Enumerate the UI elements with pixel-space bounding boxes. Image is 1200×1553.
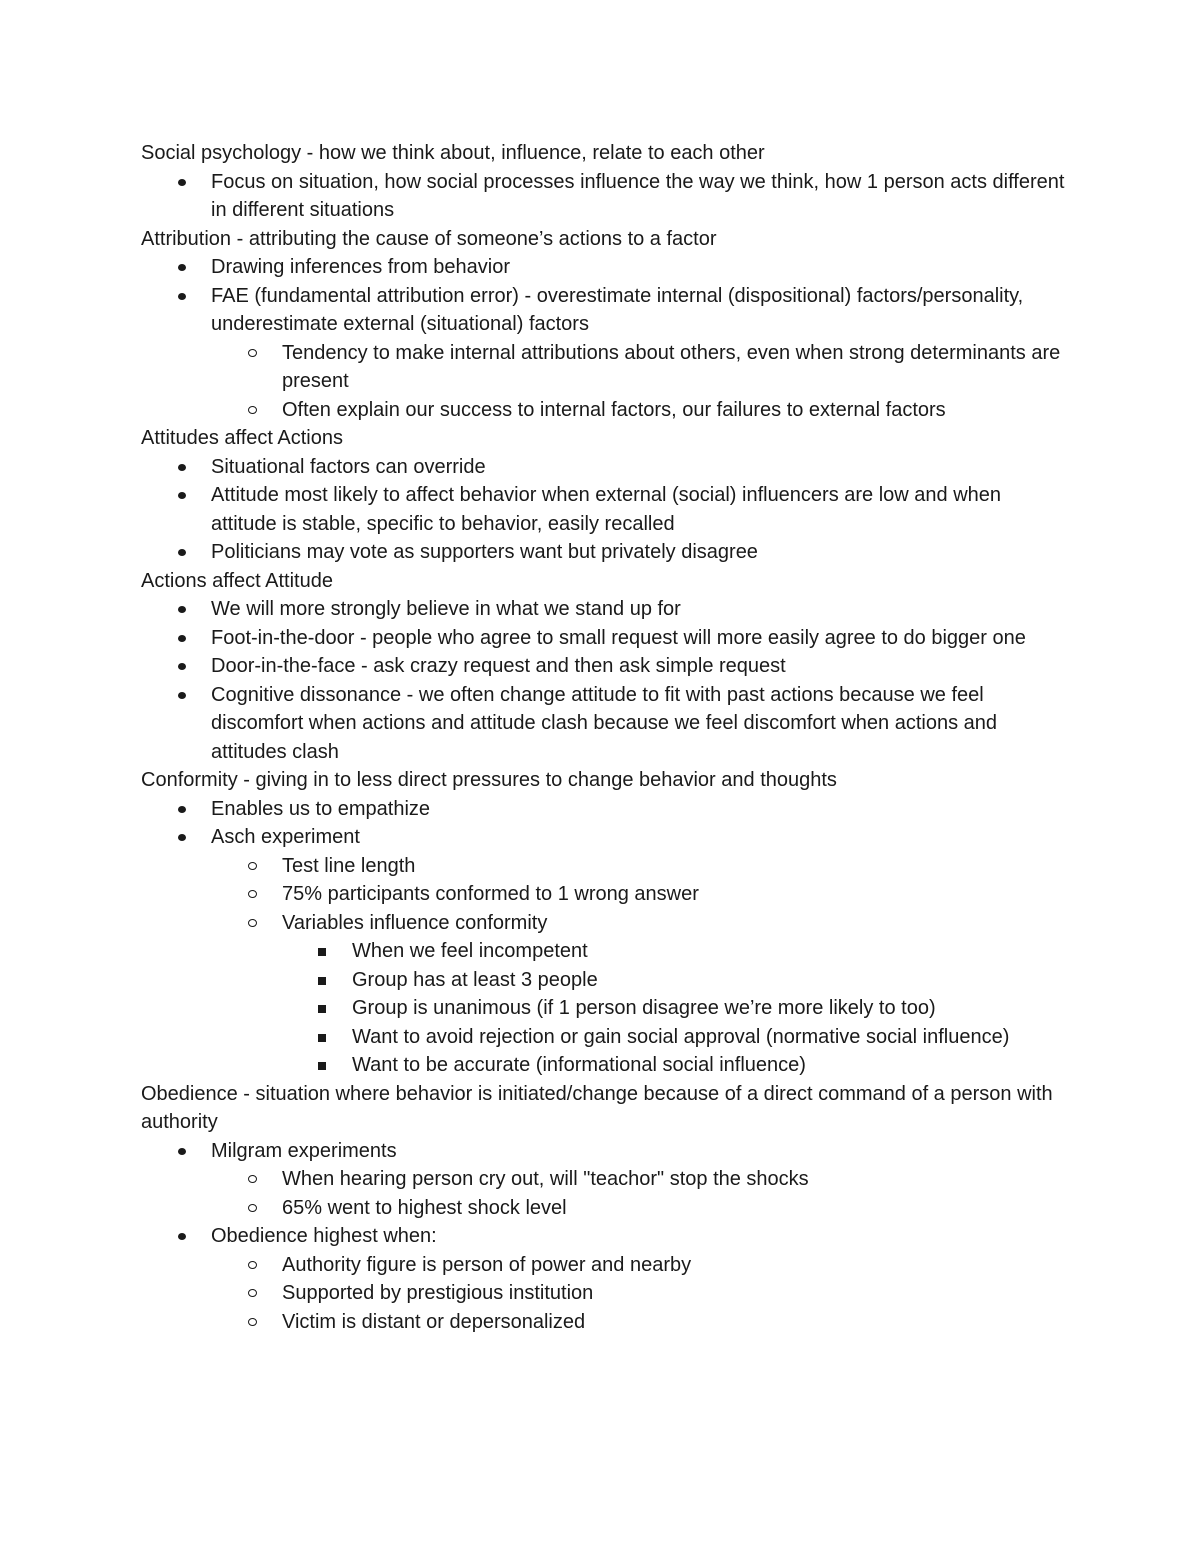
filled-bullet-icon bbox=[178, 492, 186, 499]
bullet-item bbox=[141, 1137, 1071, 1166]
filled-bullet-icon bbox=[178, 692, 186, 699]
line-text: Actions affect Attitude bbox=[141, 569, 333, 592]
line-text: Social psychology - how we think about, influence, relate to each other bbox=[141, 142, 765, 164]
sub-bullet-item bbox=[141, 909, 1071, 938]
line-text: Often explain our success to internal factors, our failures to external factors bbox=[282, 398, 946, 421]
square-bullet-icon bbox=[318, 1034, 326, 1042]
sub-sub-bullet-item bbox=[141, 937, 1071, 966]
sub-bullet-item bbox=[141, 339, 1071, 396]
line-text: Variables influence conformity bbox=[282, 911, 548, 934]
line-text: Cognitive dissonance - we often change attitude to fit with past actions because we feel discomfort when actions and attitude clash because we feel discomfort when actions and attitudes clash bbox=[211, 683, 997, 763]
filled-bullet-icon bbox=[178, 1148, 186, 1155]
line-text: Politicians may vote as supporters want but privately disagree bbox=[211, 541, 758, 563]
bullet-item bbox=[141, 652, 1071, 681]
sub-bullet-item bbox=[141, 1165, 1071, 1194]
line-text: We will more strongly believe in what we stand up for bbox=[211, 598, 681, 620]
square-bullet-icon bbox=[318, 977, 326, 985]
bullet-item bbox=[141, 538, 1071, 567]
heading-conformity bbox=[141, 766, 1071, 795]
bullet-item bbox=[141, 795, 1071, 824]
sub-bullet-item bbox=[141, 880, 1071, 909]
line-text: 65% went to highest shock level bbox=[282, 1196, 567, 1219]
bullet-item bbox=[141, 453, 1071, 482]
filled-bullet-icon bbox=[178, 834, 186, 841]
hollow-bullet-icon bbox=[248, 862, 257, 870]
sub-sub-bullet-item bbox=[141, 994, 1071, 1023]
line-text: Enables us to empathize bbox=[211, 797, 431, 820]
line-text: Attitudes affect Actions bbox=[141, 427, 343, 449]
line-text: Want to avoid rejection or gain social approval (normative social influence) bbox=[352, 1025, 1010, 1048]
line-text: Obedience - situation where behavior is initiated/change because of a direct command of a person with authority bbox=[141, 1082, 1053, 1133]
heading-obedience bbox=[141, 1080, 1071, 1137]
bullet-item bbox=[141, 681, 1071, 767]
sub-bullet-item bbox=[141, 1308, 1071, 1337]
filled-bullet-icon bbox=[178, 464, 186, 471]
square-bullet-icon bbox=[318, 948, 326, 956]
sub-bullet-item bbox=[141, 852, 1071, 881]
line-text: Asch experiment bbox=[211, 826, 360, 848]
filled-bullet-icon bbox=[178, 806, 186, 813]
sub-bullet-item bbox=[141, 1251, 1071, 1280]
bullet-item bbox=[141, 481, 1071, 538]
line-text: Group has at least 3 people bbox=[352, 968, 598, 991]
line-text: Obedience highest when: bbox=[211, 1225, 437, 1247]
line-text: When hearing person cry out, will "teachor" stop the shocks bbox=[282, 1168, 809, 1190]
hollow-bullet-icon bbox=[248, 1204, 257, 1212]
hollow-bullet-icon bbox=[248, 349, 257, 357]
sub-sub-bullet-item bbox=[141, 1023, 1071, 1052]
sub-sub-bullet-item bbox=[141, 1051, 1071, 1080]
sub-bullet-item bbox=[141, 1279, 1071, 1308]
filled-bullet-icon bbox=[178, 606, 186, 613]
document-page bbox=[141, 139, 1071, 1336]
line-text: Authority figure is person of power and nearby bbox=[282, 1253, 692, 1276]
filled-bullet-icon bbox=[178, 264, 186, 271]
hollow-bullet-icon bbox=[248, 1318, 257, 1326]
hollow-bullet-icon bbox=[248, 1175, 257, 1183]
line-text: Focus on situation, how social processes influence the way we think, how 1 person acts different in different situations bbox=[211, 170, 1065, 221]
line-text: Milgram experiments bbox=[211, 1139, 397, 1162]
filled-bullet-icon bbox=[178, 1233, 186, 1240]
filled-bullet-icon bbox=[178, 635, 186, 642]
bullet-item bbox=[141, 823, 1071, 852]
hollow-bullet-icon bbox=[248, 1289, 257, 1297]
bullet-item bbox=[141, 253, 1071, 282]
bullet-item bbox=[141, 624, 1071, 653]
heading-social-psychology bbox=[141, 139, 1071, 168]
hollow-bullet-icon bbox=[248, 1261, 257, 1269]
square-bullet-icon bbox=[318, 1062, 326, 1070]
hollow-bullet-icon bbox=[248, 919, 257, 927]
hollow-bullet-icon bbox=[248, 406, 257, 414]
line-text: Want to be accurate (informational social influence) bbox=[352, 1054, 806, 1076]
bullet-item bbox=[141, 168, 1071, 225]
bullet-item bbox=[141, 282, 1071, 339]
square-bullet-icon bbox=[318, 1005, 326, 1013]
sub-bullet-item bbox=[141, 396, 1071, 425]
line-text: FAE (fundamental attribution error) - overestimate internal (dispositional) factors/personality, underestimate external (situational) factors bbox=[211, 284, 1024, 335]
line-text: Situational factors can override bbox=[211, 455, 486, 478]
line-text: Door-in-the-face - ask crazy request and then ask simple request bbox=[211, 655, 786, 677]
filled-bullet-icon bbox=[178, 293, 186, 300]
filled-bullet-icon bbox=[178, 179, 186, 186]
heading-attitudes-affect-actions bbox=[141, 424, 1071, 453]
line-text: Tendency to make internal attributions about others, even when strong determinants are present bbox=[282, 341, 1061, 392]
line-text: Attribution - attributing the cause of someone’s actions to a factor bbox=[141, 227, 717, 250]
sub-sub-bullet-item bbox=[141, 966, 1071, 995]
line-text: 75% participants conformed to 1 wrong answer bbox=[282, 883, 699, 905]
bullet-item bbox=[141, 595, 1071, 624]
filled-bullet-icon bbox=[178, 663, 186, 670]
heading-attribution bbox=[141, 225, 1071, 254]
hollow-bullet-icon bbox=[248, 890, 257, 898]
line-text: Victim is distant or depersonalized bbox=[282, 1310, 586, 1333]
line-text: Drawing inferences from behavior bbox=[211, 256, 511, 278]
heading-actions-affect-attitude bbox=[141, 567, 1071, 596]
line-text: Conformity - giving in to less direct pressures to change behavior and thoughts bbox=[141, 769, 837, 791]
line-text: When we feel incompetent bbox=[352, 940, 588, 962]
bullet-item bbox=[141, 1222, 1071, 1251]
line-text: Group is unanimous (if 1 person disagree we’re more likely to too) bbox=[352, 997, 936, 1019]
line-text: Foot-in-the-door - people who agree to small request will more easily agree to do bigger one bbox=[211, 626, 1026, 649]
line-text: Attitude most likely to affect behavior when external (social) influencers are low and when attitude is stable, specific to behavior, easily recalled bbox=[211, 484, 1002, 535]
filled-bullet-icon bbox=[178, 549, 186, 556]
line-text: Test line length bbox=[282, 854, 416, 877]
line-text: Supported by prestigious institution bbox=[282, 1282, 594, 1304]
sub-bullet-item bbox=[141, 1194, 1071, 1223]
